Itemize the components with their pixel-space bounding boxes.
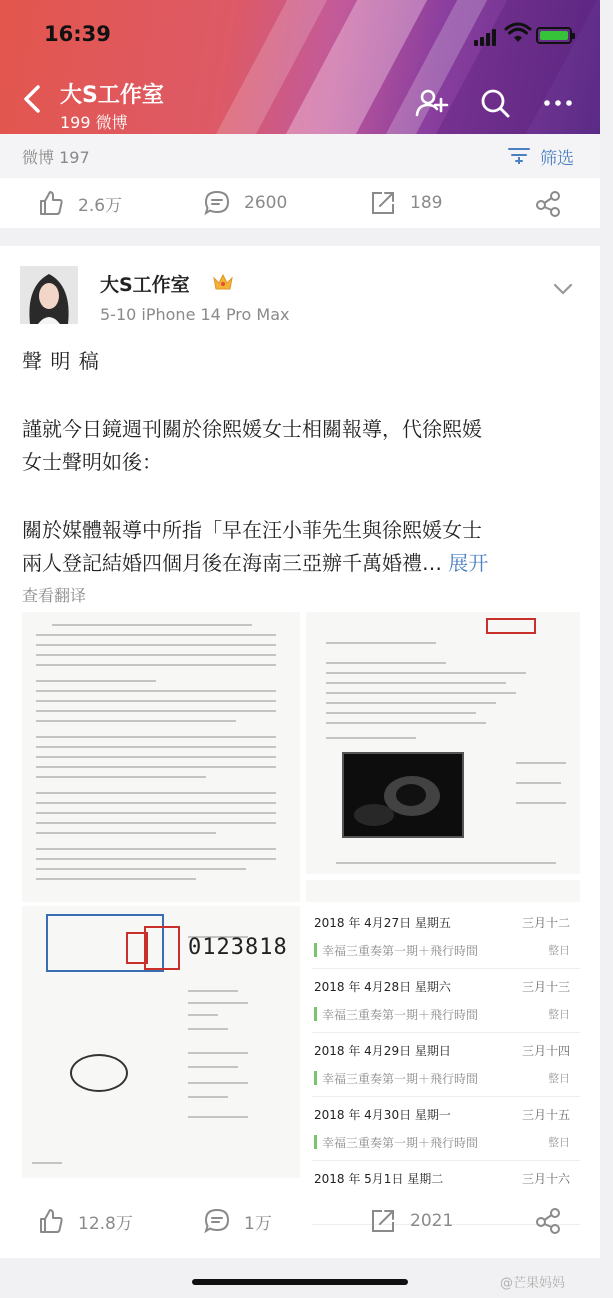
calendar-lunar-date: 三月十三 xyxy=(521,980,570,994)
calendar-date: 2018 年 5月1日 星期二 xyxy=(314,1172,444,1186)
avatar[interactable] xyxy=(20,266,78,324)
signal-icon xyxy=(474,28,498,46)
author-name[interactable]: 大S工作室 xyxy=(100,274,190,296)
calendar-event: 幸福三重奏第一期＋飛行時間 xyxy=(314,1006,478,1023)
calendar-all-day: 整日 xyxy=(548,1136,570,1149)
calendar-date: 2018 年 4月28日 星期六 xyxy=(314,980,451,994)
weibo-count: 微博 197 xyxy=(22,148,90,167)
calendar-divider xyxy=(312,968,580,969)
like-count: 2.6万 xyxy=(78,195,123,216)
document-text-line xyxy=(36,868,246,870)
document-text-line xyxy=(36,792,276,794)
document-text-line xyxy=(326,722,486,724)
post-image-statement[interactable] xyxy=(22,612,300,902)
document-text-line xyxy=(326,662,446,664)
document-text-line xyxy=(326,712,476,714)
document-text-line xyxy=(36,746,276,748)
document-text-line xyxy=(36,720,236,722)
calendar-all-day: 整日 xyxy=(548,1008,570,1021)
page-title: 大S工作室 xyxy=(60,83,164,108)
post-paragraph-2-line-2 xyxy=(22,547,488,580)
calendar-lunar-date: 三月十四 xyxy=(521,1044,570,1058)
back-button[interactable] xyxy=(20,84,46,114)
expand-link[interactable]: 展开 xyxy=(448,551,489,575)
document-text-line xyxy=(188,1002,248,1004)
calendar-all-day: 整日 xyxy=(548,1072,570,1085)
like-button[interactable] xyxy=(38,178,122,228)
chevron-down-icon[interactable] xyxy=(552,282,574,296)
thumbs-up-icon xyxy=(38,190,64,216)
calendar-row[interactable] xyxy=(312,1106,580,1170)
calendar-lunar-date: 三月十六 xyxy=(521,1172,570,1186)
document-text-line xyxy=(36,832,216,834)
calendar-all-day: 整日 xyxy=(548,944,570,957)
status-bar xyxy=(0,18,600,54)
calendar-divider xyxy=(312,1096,580,1097)
calendar-event: 幸福三重奏第一期＋飛行時間 xyxy=(314,1134,478,1151)
comment-icon xyxy=(204,1208,230,1234)
comment-count: 2600 xyxy=(244,193,288,213)
repost-count: 189 xyxy=(410,193,443,213)
document-text-line xyxy=(188,1014,218,1016)
repost-count: 2021 xyxy=(410,1211,454,1231)
calendar-divider xyxy=(312,1032,580,1033)
home-indicator[interactable] xyxy=(192,1279,408,1285)
profile-header xyxy=(0,0,600,134)
wifi-icon xyxy=(505,24,531,44)
feed-filter-row xyxy=(0,134,600,178)
document-text-line xyxy=(188,1116,248,1118)
document-text-line xyxy=(36,710,276,712)
calendar-divider xyxy=(312,1160,580,1161)
document-text-line xyxy=(36,634,276,636)
add-friend-icon[interactable] xyxy=(414,86,448,120)
calendar-row[interactable] xyxy=(312,1042,580,1106)
repost-button[interactable] xyxy=(370,1196,453,1246)
filter-button[interactable] xyxy=(508,143,574,169)
more-icon[interactable] xyxy=(541,86,575,120)
calendar-lunar-date: 三月十二 xyxy=(521,916,570,930)
battery-icon xyxy=(536,27,572,44)
document-text-line xyxy=(188,1096,228,1098)
filter-icon xyxy=(508,147,530,165)
calendar-row[interactable] xyxy=(312,978,580,1042)
document-text-line xyxy=(326,682,506,684)
calendar-event: 幸福三重奏第一期＋飛行時間 xyxy=(314,942,478,959)
repost-icon xyxy=(370,190,396,216)
document-text-line xyxy=(36,654,276,656)
post-paragraph-2-line-1: 關於媒體報導中所指「早在汪小菲先生與徐熙媛女士 xyxy=(22,518,482,542)
document-text-line xyxy=(36,756,276,758)
document-text-line xyxy=(36,680,156,682)
document-text-line xyxy=(52,624,252,626)
document-text-line xyxy=(188,1028,228,1030)
document-text-line xyxy=(326,642,436,644)
share-icon[interactable] xyxy=(534,190,562,218)
crown-badge-icon xyxy=(212,272,234,292)
comment-count: 1万 xyxy=(244,1213,272,1234)
document-text-line xyxy=(36,802,276,804)
calendar-date: 2018 年 4月30日 星期一 xyxy=(314,1108,451,1122)
document-text-line xyxy=(36,848,276,850)
document-text-line xyxy=(188,990,238,992)
document-text-line xyxy=(36,690,276,692)
document-text-line xyxy=(36,664,276,666)
watermark: @芒果妈妈 xyxy=(500,1276,566,1291)
ultrasound-image[interactable] xyxy=(342,752,464,838)
like-count: 12.8万 xyxy=(78,1213,133,1234)
post-paragraph-1-line-1: 謹就今日鏡週刊關於徐熙媛女士相關報導，代徐熙媛 xyxy=(22,417,482,441)
prev-post-card xyxy=(0,178,600,228)
document-text-line xyxy=(326,702,496,704)
document-text-line xyxy=(326,692,516,694)
calendar-lunar-date: 三月十五 xyxy=(521,1108,570,1122)
document-text-line xyxy=(326,672,526,674)
translate-link[interactable]: 查看翻译 xyxy=(22,586,87,605)
document-text-line xyxy=(336,862,556,864)
document-text-line xyxy=(516,762,566,764)
prev-post-actions xyxy=(0,178,600,228)
post-meta: 5-10 iPhone 14 Pro Max xyxy=(100,305,290,324)
calendar-date: 2018 年 4月27日 星期五 xyxy=(314,916,451,930)
share-icon[interactable] xyxy=(534,1207,562,1235)
nav-bar xyxy=(0,70,600,130)
comment-button[interactable] xyxy=(204,1196,272,1246)
document-text-line xyxy=(36,776,206,778)
post-actions xyxy=(0,1196,600,1246)
post-image-calendar[interactable] xyxy=(306,906,580,1186)
document-text-line xyxy=(36,822,276,824)
post-title: 聲 明 稿 xyxy=(22,349,100,373)
post-count: 199 微博 xyxy=(60,113,128,132)
document-text-line xyxy=(32,1162,62,1164)
like-button[interactable] xyxy=(38,1196,133,1246)
document-text-line xyxy=(188,1052,248,1054)
document-text-line xyxy=(36,812,276,814)
thumbs-up-icon xyxy=(38,1208,64,1234)
document-text-line xyxy=(326,737,416,739)
comment-button[interactable] xyxy=(204,178,287,228)
document-text-line xyxy=(36,878,196,880)
post-paragraph-2-text: 兩人登記結婚四個月後在海南三亞辦千萬婚禮… xyxy=(22,551,442,575)
document-text-line xyxy=(36,736,276,738)
status-time: 16:39 xyxy=(44,22,111,46)
repost-button[interactable] xyxy=(370,178,442,228)
document-text-line xyxy=(516,802,566,804)
document-text-line xyxy=(516,782,561,784)
document-text-line xyxy=(188,1082,248,1084)
post-image-receipt[interactable] xyxy=(306,880,580,902)
calendar-date: 2018 年 4月29日 星期日 xyxy=(314,1044,451,1058)
calendar-event: 幸福三重奏第一期＋飛行時間 xyxy=(314,1070,478,1087)
document-text-line xyxy=(188,1066,238,1068)
search-icon[interactable] xyxy=(478,86,512,120)
document-text-line xyxy=(36,858,276,860)
document-text-line xyxy=(36,766,276,768)
comment-icon xyxy=(204,190,230,216)
repost-icon xyxy=(370,1208,396,1234)
document-number: 0123818 xyxy=(188,935,288,960)
document-text-line xyxy=(36,700,276,702)
filter-label: 筛选 xyxy=(540,148,574,169)
document-text-line xyxy=(36,644,276,646)
calendar-row[interactable] xyxy=(312,914,580,978)
post-paragraph-1-line-2: 女士聲明如後： xyxy=(22,450,162,474)
